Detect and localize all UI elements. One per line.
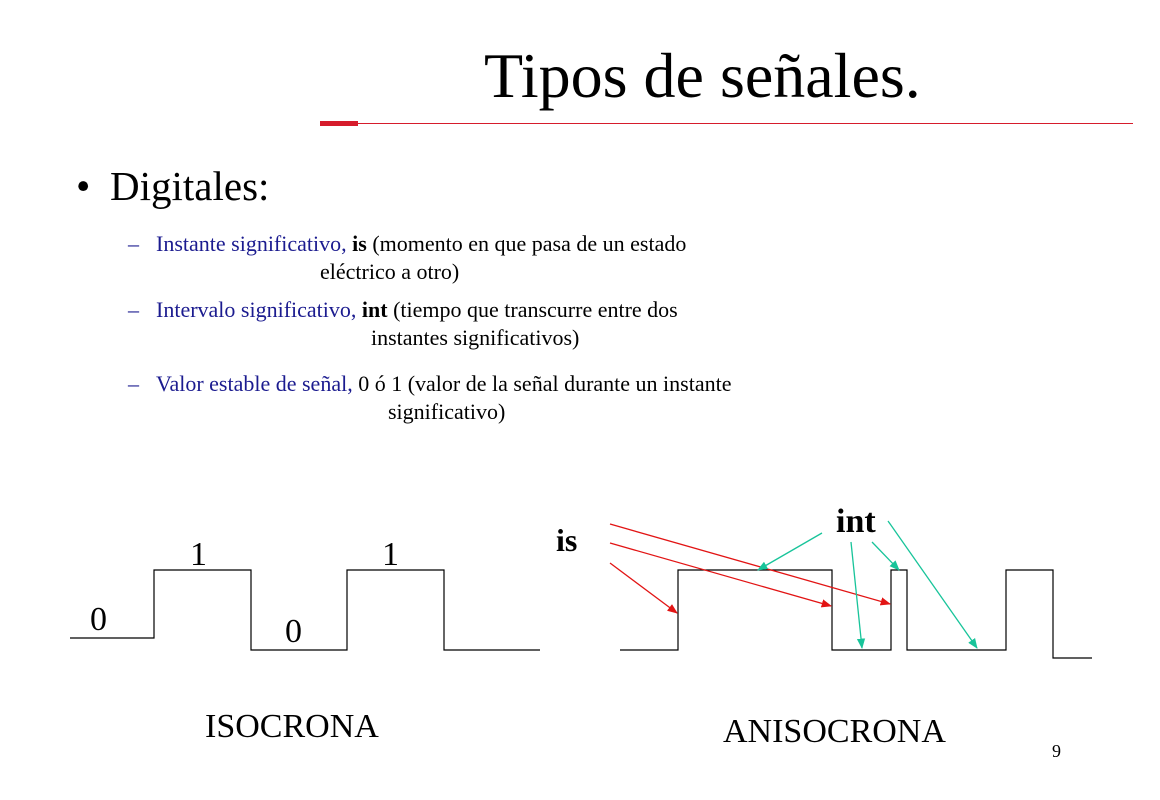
item-label: Intervalo significativo, (156, 297, 357, 322)
item-dash: – (128, 231, 139, 256)
is-arrow (610, 543, 831, 606)
bullet-text: Digitales: (110, 163, 270, 209)
item-dash: – (128, 371, 139, 396)
anisocrona-caption: ANISOCRONA (723, 713, 946, 750)
page-number: 9 (1052, 741, 1061, 761)
is-label: is (556, 522, 578, 558)
isocrona-caption: ISOCRONA (205, 708, 379, 745)
item-continuation: significativo) (388, 399, 506, 424)
int-label: int (836, 503, 876, 540)
item-desc: (tiempo que transcurre entre dos (393, 297, 678, 322)
item-continuation: instantes significativos) (371, 325, 580, 350)
item-continuation: eléctrico a otro) (320, 259, 460, 284)
is-arrow (610, 563, 677, 613)
bullet-dot: • (76, 163, 91, 209)
item-term: int (361, 297, 388, 322)
item-desc: (momento en que pasa de un estado (372, 231, 687, 256)
item-dash: – (128, 297, 139, 322)
isocrona-bit-label: 1 (190, 536, 207, 573)
item-desc: (valor de la señal durante un instante (407, 371, 732, 396)
isocrona-bit-label: 0 (285, 613, 302, 650)
isocrona-bit-label: 0 (90, 601, 107, 638)
anisocrona-waveform (620, 570, 1092, 658)
int-arrow (758, 533, 822, 570)
item-label: Instante significativo, (156, 231, 347, 256)
isocrona-waveform (70, 570, 540, 650)
int-arrow (888, 521, 977, 648)
isocrona-bit-label: 1 (382, 536, 399, 573)
int-arrow (872, 542, 899, 570)
item-term: is (352, 231, 367, 256)
slide-title: Tipos de señales. (484, 40, 921, 111)
item-label: Valor estable de señal, (156, 371, 353, 396)
item-term: 0 ó 1 (358, 371, 403, 396)
